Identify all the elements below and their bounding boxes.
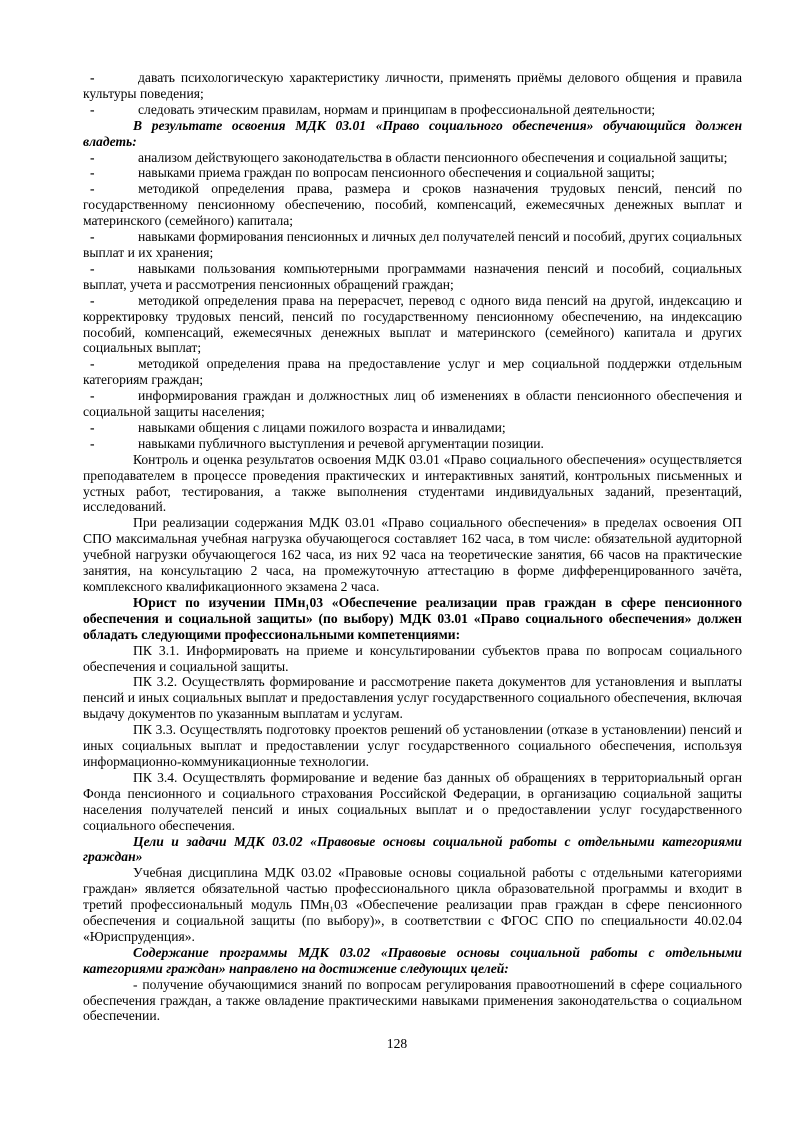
list-item	[83, 388, 742, 420]
list-item	[83, 181, 742, 229]
heading-mdk0302-program-content: Содержание программы МДК 03.02 «Правовые основы социальной работы с отдельными категориями граждан» направлено на достижение следующих целей:	[83, 944, 742, 976]
list-item-text: навыками формирования пенсионных и личных дел получателей пенсий и пособий, других социальных выплат и их хранения;	[83, 229, 742, 260]
list-item	[83, 70, 742, 102]
list-item-text: навыками пользования компьютерными программами назначения пенсий и пособий, социальных выплат, учета и рассмотрения пенсионных обращений граждан;	[83, 260, 742, 292]
paragraph-control-and-assessment: Контроль и оценка результатов освоения МДК 03.01 «Право социального обеспечения» осуществляется преподавателем в процессе проведения практических и интерактивных занятий, контрольных письменных и устных работ, тестирования, а также выполнения студентами индивидуальных заданий, презентаций, исследований.	[83, 451, 742, 515]
list-item-text: навыками публичного выступления и речевой аргументации позиции.	[138, 435, 544, 451]
paragraph-mdk0302-discipline: Учебная дисциплина МДК 03.02 «Правовые основы социальной работы с отдельными категориями граждан» является обязательной частью профессионального цикла образовательной программы и входит в третий профессиональный модуль ПМн₁03 «Обеспечение реализации прав граждан в сфере пенсионного обеспечения и социальной защиты (по выбору)», в соответствии с ФГОС СПО по специальности 40.02.04 «Юриспруденция».	[83, 865, 742, 944]
list-marker: -	[90, 149, 95, 165]
list-item-text: методикой определения права, размера и сроков назначения трудовых пенсий, пенсий по государственному пенсионному обеспечению, пособий, компенсаций, ежемесячных денежных выплат и материнского (семейного) капитала;	[83, 181, 742, 229]
list-item-text: навыками общения с лицами пожилого возраста и инвалидами;	[138, 419, 506, 435]
paragraph-workload-hours: При реализации содержания МДК 03.01 «Право социального обеспечения» в пределах освоения ОП СПО максимальная учебная нагрузка обучающегося составляет 162 часа, в том числе: обязательной аудиторной учебной нагрузки обучающегося 162 часа, из них 92 часа на теоретические занятия, 66 часов на практические занятия, на консультацию 2 часа, на промежуточную аттестацию в форме дифференцированного зачёта, комплексного квалификационного экзамена 2 часа.	[83, 515, 742, 594]
list-item	[83, 261, 742, 293]
list-item	[83, 436, 742, 452]
list-marker: -	[90, 292, 95, 308]
list-item-text: методикой определения права на предоставление услуг и мер социальной поддержки отдельным категориям граждан;	[83, 356, 742, 388]
list-item-text: навыками приема граждан по вопросам пенсионного обеспечения и социальной защиты;	[138, 165, 655, 181]
document-body	[83, 70, 742, 1024]
list-item-text: методикой определения права на перерасчет, перевод с одного вида пенсий на другой, индексацию и корректировку трудовых пенсий, пенсий по государственному пенсионному обеспечению, на индексацию пособий, компенсаций, ежемесячных денежных выплат и материнского (семейного) капитала и других социальных выплат;	[83, 292, 742, 356]
list-marker: -	[90, 70, 95, 85]
list-item-text: давать психологическую характеристику личности, применять приёмы делового общения и правила культуры поведения;	[83, 70, 742, 101]
paragraph-pk-3-1: ПК 3.1. Информировать на приеме и консультировании субъектов права по вопросам социального обеспечения и социальной защиты.	[83, 642, 742, 674]
list-marker: -	[90, 356, 95, 372]
list-marker: -	[90, 101, 95, 117]
list-marker: -	[90, 165, 95, 181]
list-item	[83, 420, 742, 436]
list-marker: -	[90, 229, 95, 245]
list-item	[83, 150, 742, 166]
heading-lawyer-competencies: Юрист по изучении ПМн₁03 «Обеспечение реализации прав граждан в сфере пенсионного обеспечения и социальной защиты» (по выбору) МДК 03.01 «Право социального обеспечения» должен обладать следующими профессиональными компетенциями:	[83, 594, 742, 642]
paragraph-mdk0302-objective: - получение обучающимися знаний по вопросам регулирования правоотношений в сфере социального обеспечения граждан, а также овладение практическими навыками применения законодательства о социальном обеспечении.	[83, 976, 742, 1024]
heading-mdk0301-must-possess: В результате освоения МДК 03.01 «Право социального обеспечения» обучающийся должен владеть:	[83, 117, 742, 149]
paragraph-pk-3-3: ПК 3.3. Осуществлять подготовку проектов решений об установлении (отказе в установлении) пенсий и иных социальных выплат и предоставлении услуг государственного социального обеспечения, используя информационно-коммуникационные технологии.	[83, 722, 742, 769]
list-item	[83, 356, 742, 388]
page-number: 128	[386, 1036, 408, 1051]
list-marker: -	[90, 388, 95, 404]
list-marker: -	[90, 419, 95, 435]
heading-mdk0302-goals-red: Цели и задачи МДК 03.02 «Правовые основы социальной работы с отдельными категориями граждан»	[83, 833, 742, 865]
list-item-text: информирования граждан и должностных лиц об изменениях в области пенсионного обеспечения и социальной защиты населения;	[83, 388, 742, 420]
list-item-text: анализом действующего законодательства в области пенсионного обеспечения и социальной защиты;	[138, 149, 728, 165]
list-item	[83, 102, 742, 118]
list-marker: -	[90, 181, 95, 197]
paragraph-pk-3-4: ПК 3.4. Осуществлять формирование и ведение баз данных об обращениях в территориальный орган Фонда пенсионного и социального страхования Российской Федерации, в организацию социальной защиты населения получателей пенсий и иных социальных выплат и о предоставлении услуг государственного социального обеспечения.	[83, 769, 742, 833]
list-item	[83, 229, 742, 261]
list-marker: -	[90, 260, 95, 276]
list-item	[83, 165, 742, 181]
list-item	[83, 293, 742, 357]
list-item-text: следовать этическим правилам, нормам и принципам в профессиональной деятельности;	[138, 101, 656, 117]
paragraph-pk-3-2: ПК 3.2. Осуществлять формирование и рассмотрение пакета документов для установления и выплаты пенсий и иных социальных выплат и предоставления услуг государственного социального обеспечения, включая выдачу документов по указанным выплатам и услугам.	[83, 674, 742, 722]
list-marker: -	[90, 435, 95, 451]
